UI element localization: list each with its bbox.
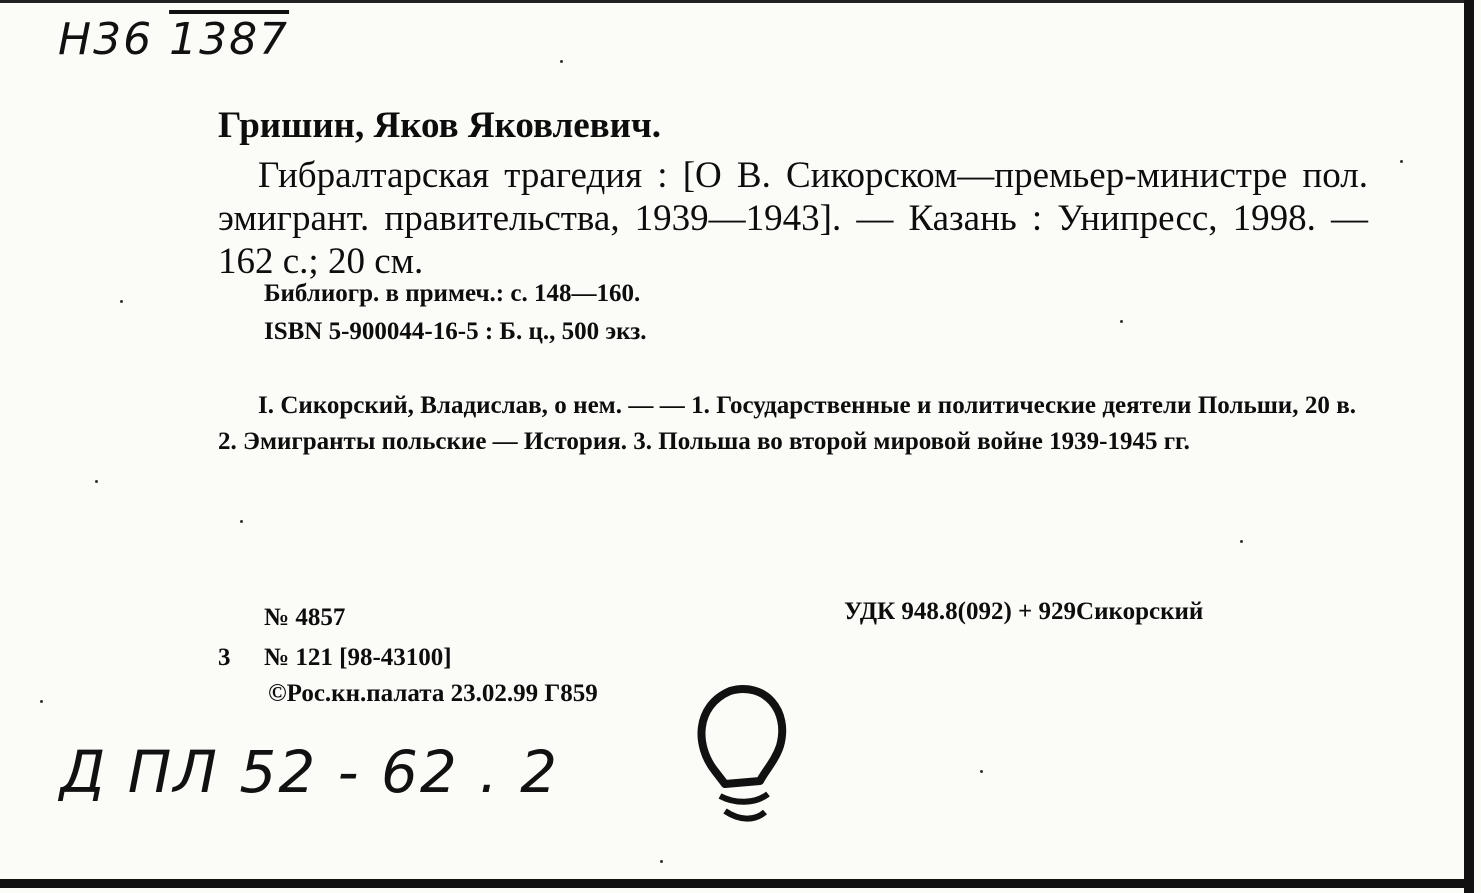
card-border-right	[1464, 0, 1474, 893]
subject-headings: I. Сикорский, Владислав, о нем. — — 1. Государственные и политические деятели Польши, 20 в. 2. Эмигранты польские — История. 3. Польша во второй мировой войне 1939-1945 гг.	[218, 392, 1356, 455]
library-stamp-icon	[690, 676, 800, 836]
scan-speck	[240, 520, 243, 523]
scan-speck	[980, 770, 983, 773]
record-number: № 4857	[264, 604, 346, 631]
udc-classification: УДК 948.8(092) + 929Сикорский	[844, 598, 1204, 625]
isbn-note: ISBN 5-900044-16-5 : Б. ц., 500 экз.	[264, 318, 647, 345]
scan-speck	[120, 300, 123, 303]
scan-speck	[1400, 160, 1403, 163]
author-heading: Гришин, Яков Яковлевич.	[218, 105, 662, 146]
handwritten-shelf-code: Н36	[58, 14, 154, 65]
bibliography-note: Библиогр. в примеч.: с. 148—160.	[264, 280, 641, 307]
scan-speck	[560, 60, 563, 63]
scan-speck	[1120, 320, 1123, 323]
copy-count: 3	[218, 644, 231, 671]
scan-speck	[660, 860, 663, 863]
scan-speck	[95, 480, 98, 483]
scan-speck	[1240, 540, 1243, 543]
handwritten-inventory-number: 1387	[169, 14, 290, 65]
card-border-bottom	[0, 879, 1474, 888]
card-border-top	[0, 0, 1474, 3]
copyright-line: ©Рос.кн.палата 23.02.99 Г859	[268, 680, 598, 707]
handwritten-call-number: Д ПЛ 52 - 62 . 2	[60, 738, 560, 806]
handwritten-shelfmark	[58, 14, 289, 65]
registration-number: № 121 [98-43100]	[264, 644, 452, 671]
bibliographic-description: Гибралтарская трагедия : [О В. Сикорском—премьер-министре пол. эмигрант. правительства, 1939—1943]. — Казань : Унипресс, 1998. — 162 с.; 20 см.	[218, 155, 1368, 282]
scan-speck	[40, 700, 43, 703]
